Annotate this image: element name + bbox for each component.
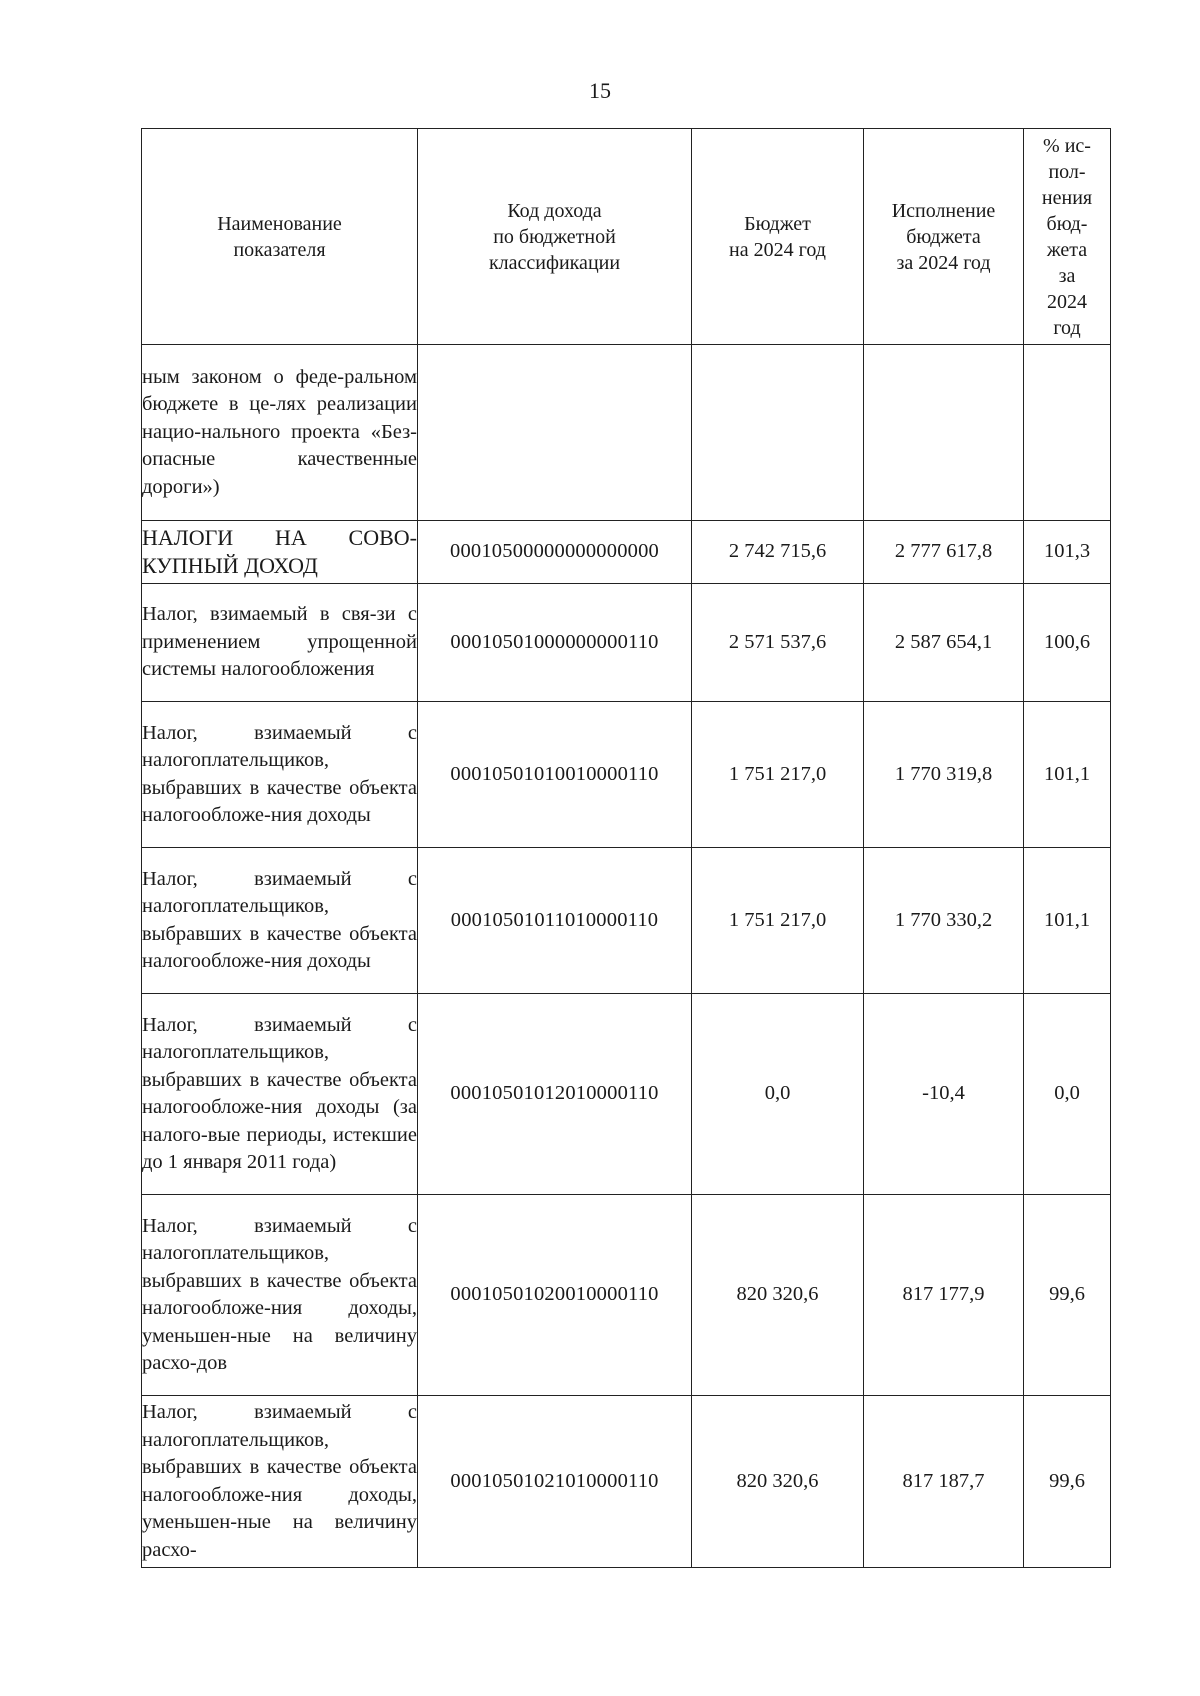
row-name: Налог, взимаемый с налогоплательщиков, выбравших в качестве объекта налогообложе-ния доходы, уменьшен-ные на величину расхо- [142, 1396, 418, 1568]
row-code: 00010501011010000110 [418, 848, 692, 994]
row-code: 00010501010010000110 [418, 702, 692, 848]
row-code: 00010500000000000000 [418, 521, 692, 584]
header-code: Код дохода по бюджетной классификации [418, 129, 692, 345]
row-code: 00010501020010000110 [418, 1195, 692, 1396]
table-row [142, 521, 1111, 584]
row-execution [864, 345, 1024, 521]
row-execution: 817 177,9 [864, 1195, 1024, 1396]
header-percent: % ис- пол- нения бюд- жета за 2024 год [1024, 129, 1111, 345]
row-budget: 2 742 715,6 [692, 521, 864, 584]
row-code: 00010501012010000110 [418, 994, 692, 1195]
header-name: Наименование показателя [142, 129, 418, 345]
row-percent: 101,1 [1024, 848, 1111, 994]
row-name: Налог, взимаемый с налогоплательщиков, выбравших в качестве объекта налогообложе-ния доходы [142, 848, 418, 994]
row-execution: 2 587 654,1 [864, 584, 1024, 702]
row-name: Налог, взимаемый с налогоплательщиков, выбравших в качестве объекта налогообложе-ния доходы (за налого-вые периоды, истекшие до 1 января 2011 года) [142, 994, 418, 1195]
row-code: 00010501000000000110 [418, 584, 692, 702]
row-percent [1024, 345, 1111, 521]
row-execution: -10,4 [864, 994, 1024, 1195]
row-code: 00010501021010000110 [418, 1396, 692, 1568]
page-number: 15 [589, 78, 611, 103]
row-budget: 2 571 537,6 [692, 584, 864, 702]
header-execution: Исполнение бюджета за 2024 год [864, 129, 1024, 345]
row-percent: 101,3 [1024, 521, 1111, 584]
row-execution: 1 770 319,8 [864, 702, 1024, 848]
table-row [142, 345, 1111, 521]
row-name: ным законом о феде-ральном бюджете в це-лях реализации нацио-нального проекта «Без-опасные качественные дороги») [142, 345, 418, 521]
row-budget [692, 345, 864, 521]
row-percent: 0,0 [1024, 994, 1111, 1195]
table-row [142, 584, 1111, 702]
row-budget: 820 320,6 [692, 1195, 864, 1396]
row-execution: 2 777 617,8 [864, 521, 1024, 584]
header-budget: Бюджет на 2024 год [692, 129, 864, 345]
row-percent: 101,1 [1024, 702, 1111, 848]
row-name: Налог, взимаемый с налогоплательщиков, выбравших в качестве объекта налогообложе-ния доходы [142, 702, 418, 848]
row-budget: 1 751 217,0 [692, 848, 864, 994]
table-row [142, 702, 1111, 848]
row-execution: 1 770 330,2 [864, 848, 1024, 994]
table-body [142, 345, 1111, 1568]
row-budget: 0,0 [692, 994, 864, 1195]
revenue-table [141, 128, 1111, 1568]
row-percent: 99,6 [1024, 1195, 1111, 1396]
table-header-row [142, 129, 1111, 345]
row-name: Налог, взимаемый в свя-зи с применением упрощенной системы налогообложения [142, 584, 418, 702]
row-budget: 1 751 217,0 [692, 702, 864, 848]
row-budget: 820 320,6 [692, 1396, 864, 1568]
table-row [142, 994, 1111, 1195]
row-execution: 817 187,7 [864, 1396, 1024, 1568]
table-row [142, 1396, 1111, 1568]
row-code [418, 345, 692, 521]
row-name: Налог, взимаемый с налогоплательщиков, выбравших в качестве объекта налогообложе-ния доходы, уменьшен-ные на величину расхо-дов [142, 1195, 418, 1396]
row-name: НАЛОГИ НА СОВО-КУПНЫЙ ДОХОД [142, 521, 418, 584]
table-row [142, 1195, 1111, 1396]
row-percent: 100,6 [1024, 584, 1111, 702]
row-percent: 99,6 [1024, 1396, 1111, 1568]
table-row [142, 848, 1111, 994]
